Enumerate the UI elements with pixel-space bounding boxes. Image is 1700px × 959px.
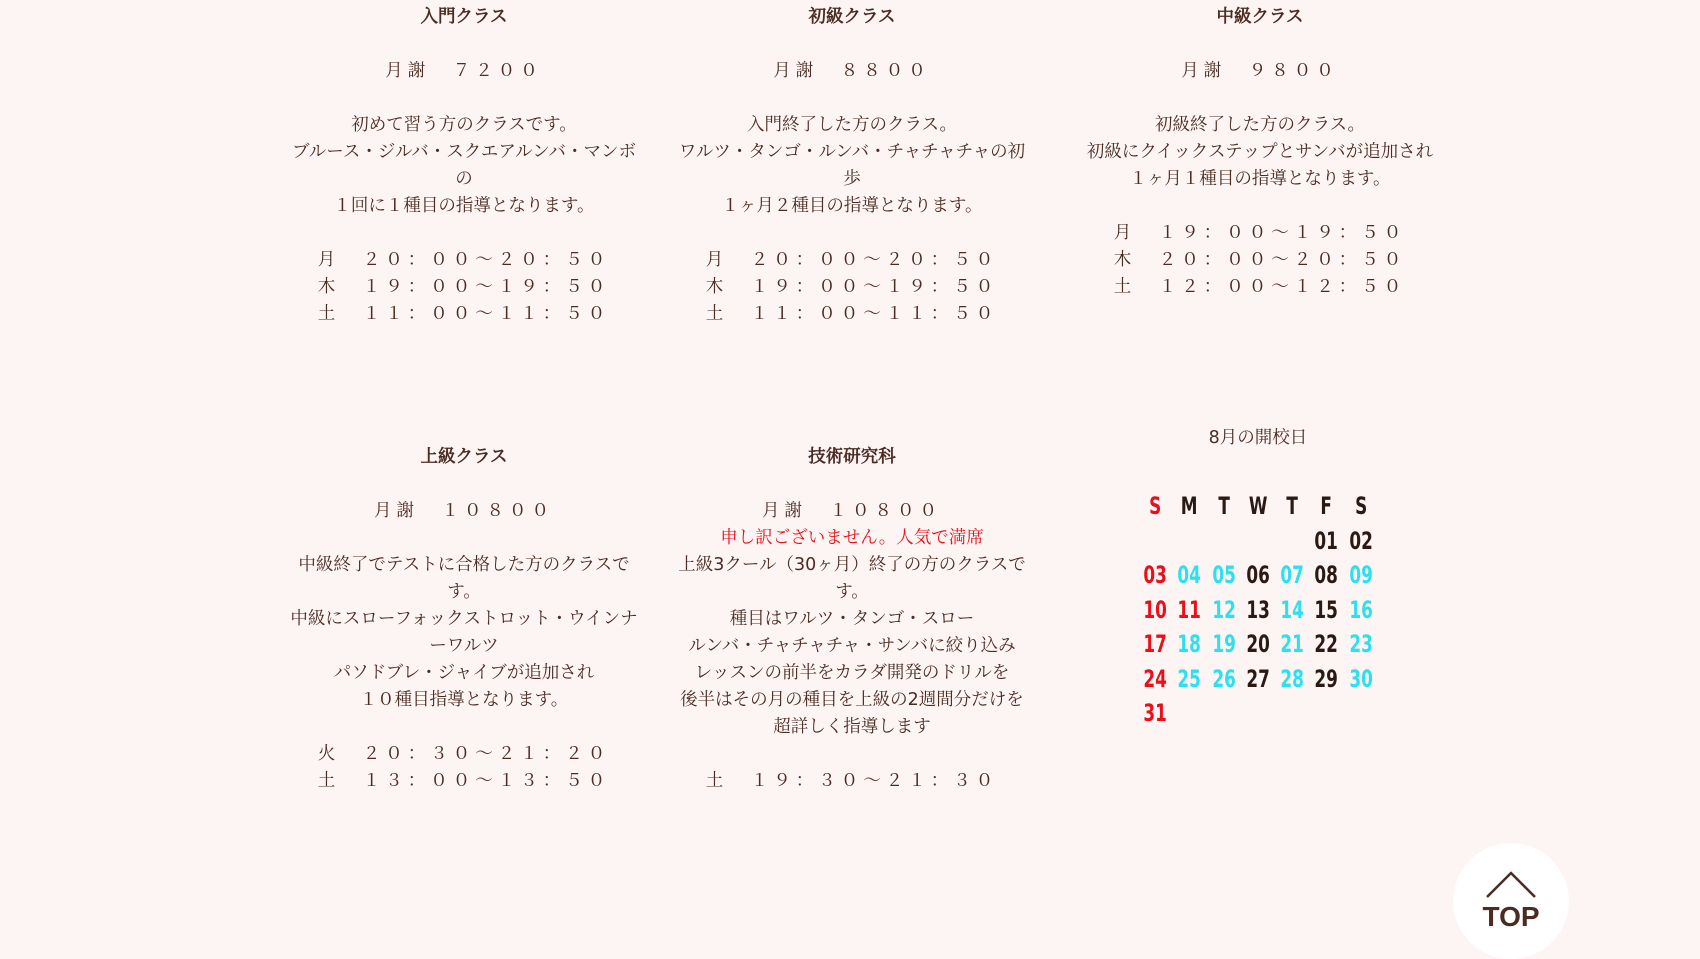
class-schedule-line: 木 １９：００～１９：５０: [317, 277, 611, 297]
class-fee: 月謝 １０８００: [762, 501, 942, 521]
calendar-day-sunday: 31: [1143, 699, 1167, 727]
weekday-header: T: [1217, 492, 1230, 520]
weekday-header: T: [1286, 492, 1299, 520]
calendar-day-open: 28: [1280, 664, 1305, 693]
class-fee: 月謝 １０８００: [374, 501, 554, 521]
calendar-day-sunday: 03: [1143, 561, 1167, 589]
class-schedule-line: 月 １９：００～１９：５０: [1113, 223, 1407, 243]
calendar-day-closed: 29: [1314, 664, 1339, 693]
calendar-grid: [1138, 489, 1378, 731]
weekday-header: W: [1248, 492, 1268, 520]
class-title: 上級クラス: [420, 447, 508, 467]
class-title: 技術研究科: [808, 447, 896, 467]
calendar-day-open: 18: [1177, 630, 1202, 658]
weekday-header: M: [1181, 492, 1198, 520]
class-desc-line: 入門終了した方のクラス。: [747, 115, 957, 135]
back-to-top-button[interactable]: [1453, 843, 1569, 959]
calendar-empty-cell: [1176, 524, 1203, 559]
class-card-advanced: [264, 444, 664, 795]
calendar-day-open: 09: [1349, 561, 1373, 589]
class-card-technique-research: [672, 444, 1032, 795]
calendar-day-open: 25: [1177, 664, 1202, 693]
class-desc-line: １ヶ月１種目の指導となります。: [1129, 169, 1391, 189]
calendar-day-sunday: 10: [1143, 595, 1167, 624]
class-desc-line: パソドブレ・ジャイブが追加され: [333, 663, 595, 683]
calendar-day-closed: 06: [1246, 561, 1270, 589]
class-desc-line: 初めて習う方のクラスです。: [351, 115, 577, 135]
calendar-day-open: 26: [1212, 664, 1236, 693]
open-days-calendar: [1138, 425, 1378, 727]
calendar-day-open: 16: [1349, 595, 1373, 624]
class-schedule-line: 土 １３：００～１３：５０: [317, 771, 611, 791]
calendar-day-closed: 20: [1246, 630, 1270, 658]
calendar-day-sunday: 24: [1143, 664, 1167, 693]
weekday-header: F: [1320, 492, 1333, 520]
weekday-header: S: [1354, 492, 1367, 520]
class-desc-line: 中級終了でテストに合格した方のクラスです。: [298, 555, 630, 602]
class-desc-line: 初級終了した方のクラス。: [1155, 115, 1365, 135]
class-desc-line: レッスンの前半をカラダ開発のドリルを: [694, 663, 1010, 683]
class-card-beginner: [672, 4, 1032, 328]
class-card-intermediate: [1080, 4, 1440, 301]
class-schedule-line: 火 ２０：３０～２１：２０: [317, 744, 611, 764]
calendar-empty-cell: [1279, 524, 1306, 559]
class-desc-line: ワルツ・タンゴ・ルンバ・チャチャチャの初歩: [678, 142, 1026, 189]
class-schedule-line: 月 ２０：００～２０：５０: [317, 250, 611, 270]
class-schedule-line: 土 １９：３０～２１：３０: [705, 771, 999, 791]
class-desc-line: １０種目指導となります。: [359, 690, 569, 710]
class-desc-line: 初級にクイックステップとサンバが追加され: [1086, 142, 1434, 162]
calendar-day-holiday: 11: [1177, 595, 1202, 624]
calendar-day-open: 12: [1212, 595, 1236, 624]
calendar-day-open: 04: [1177, 561, 1202, 589]
calendar-day-open: 30: [1349, 664, 1373, 693]
class-title: 初級クラス: [808, 7, 896, 27]
calendar-day-closed: 15: [1314, 595, 1339, 624]
back-to-top-label: TOP: [1482, 901, 1540, 932]
calendar-day-closed: 22: [1314, 630, 1339, 658]
full-notice: 申し訳ございません。人気で満席: [720, 528, 984, 548]
class-schedule-line: 月 ２０：００～２０：５０: [705, 250, 999, 270]
class-schedule-line: 木 １９：００～１９：５０: [705, 277, 999, 297]
class-schedule-line: 土 １１：００～１１：５０: [317, 304, 611, 324]
class-desc-line: 後半はその月の種目を上級の2週間分だけを超詳しく指導します: [680, 690, 1024, 737]
class-schedule-line: 土 １１：００～１１：５０: [705, 304, 999, 324]
class-fee: 月謝 ９８００: [1181, 61, 1339, 81]
class-card-beginner-intro: [284, 4, 644, 328]
calendar-empty-cell: [1142, 524, 1169, 559]
calendar-day-open: 19: [1212, 630, 1236, 658]
calendar-day-closed: 08: [1314, 561, 1339, 589]
calendar-empty-cell: [1245, 524, 1272, 559]
class-fee: 月謝 ８８００: [773, 61, 931, 81]
class-schedule-line: 木 ２０：００～２０：５０: [1113, 250, 1407, 270]
calendar-day-closed: 01: [1314, 526, 1339, 555]
calendar-day-closed: 27: [1246, 664, 1270, 693]
class-title: 入門クラス: [420, 7, 508, 27]
class-desc-line: 上級3クール（30ヶ月）終了の方のクラスです。: [678, 555, 1026, 602]
calendar-day-open: 21: [1280, 630, 1305, 658]
calendar-day-open: 23: [1349, 630, 1373, 658]
class-desc-line: ルンバ・チャチャチャ・サンバに絞り込み: [688, 636, 1016, 656]
class-schedule-line: 土 １２：００～１２：５０: [1113, 277, 1407, 297]
class-fee: 月謝 ７２００: [385, 61, 543, 81]
chevron-up-icon: [1485, 869, 1537, 899]
calendar-day-sunday: 17: [1143, 630, 1167, 658]
calendar-title: 8月の開校日: [1208, 428, 1308, 448]
weekday-header: S: [1149, 492, 1162, 520]
class-desc-line: ブルース・ジルバ・スクエアルンバ・マンボの: [291, 142, 637, 189]
class-title: 中級クラス: [1216, 7, 1304, 27]
class-desc-line: １回に１種目の指導となります。: [333, 196, 595, 216]
calendar-day-open: 14: [1280, 595, 1305, 624]
calendar-day-open: 07: [1280, 561, 1305, 589]
class-desc-line: 種目はワルツ・タンゴ・スロー: [729, 609, 975, 629]
class-desc-line: １ヶ月２種目の指導となります。: [721, 196, 983, 216]
calendar-empty-cell: [1210, 524, 1237, 559]
calendar-day-closed: 13: [1246, 595, 1270, 624]
calendar-day-open: 05: [1212, 561, 1236, 589]
class-desc-line: 中級にスローフォックストロット・ウインナーワルツ: [290, 609, 638, 656]
calendar-day-closed: 02: [1349, 526, 1373, 555]
